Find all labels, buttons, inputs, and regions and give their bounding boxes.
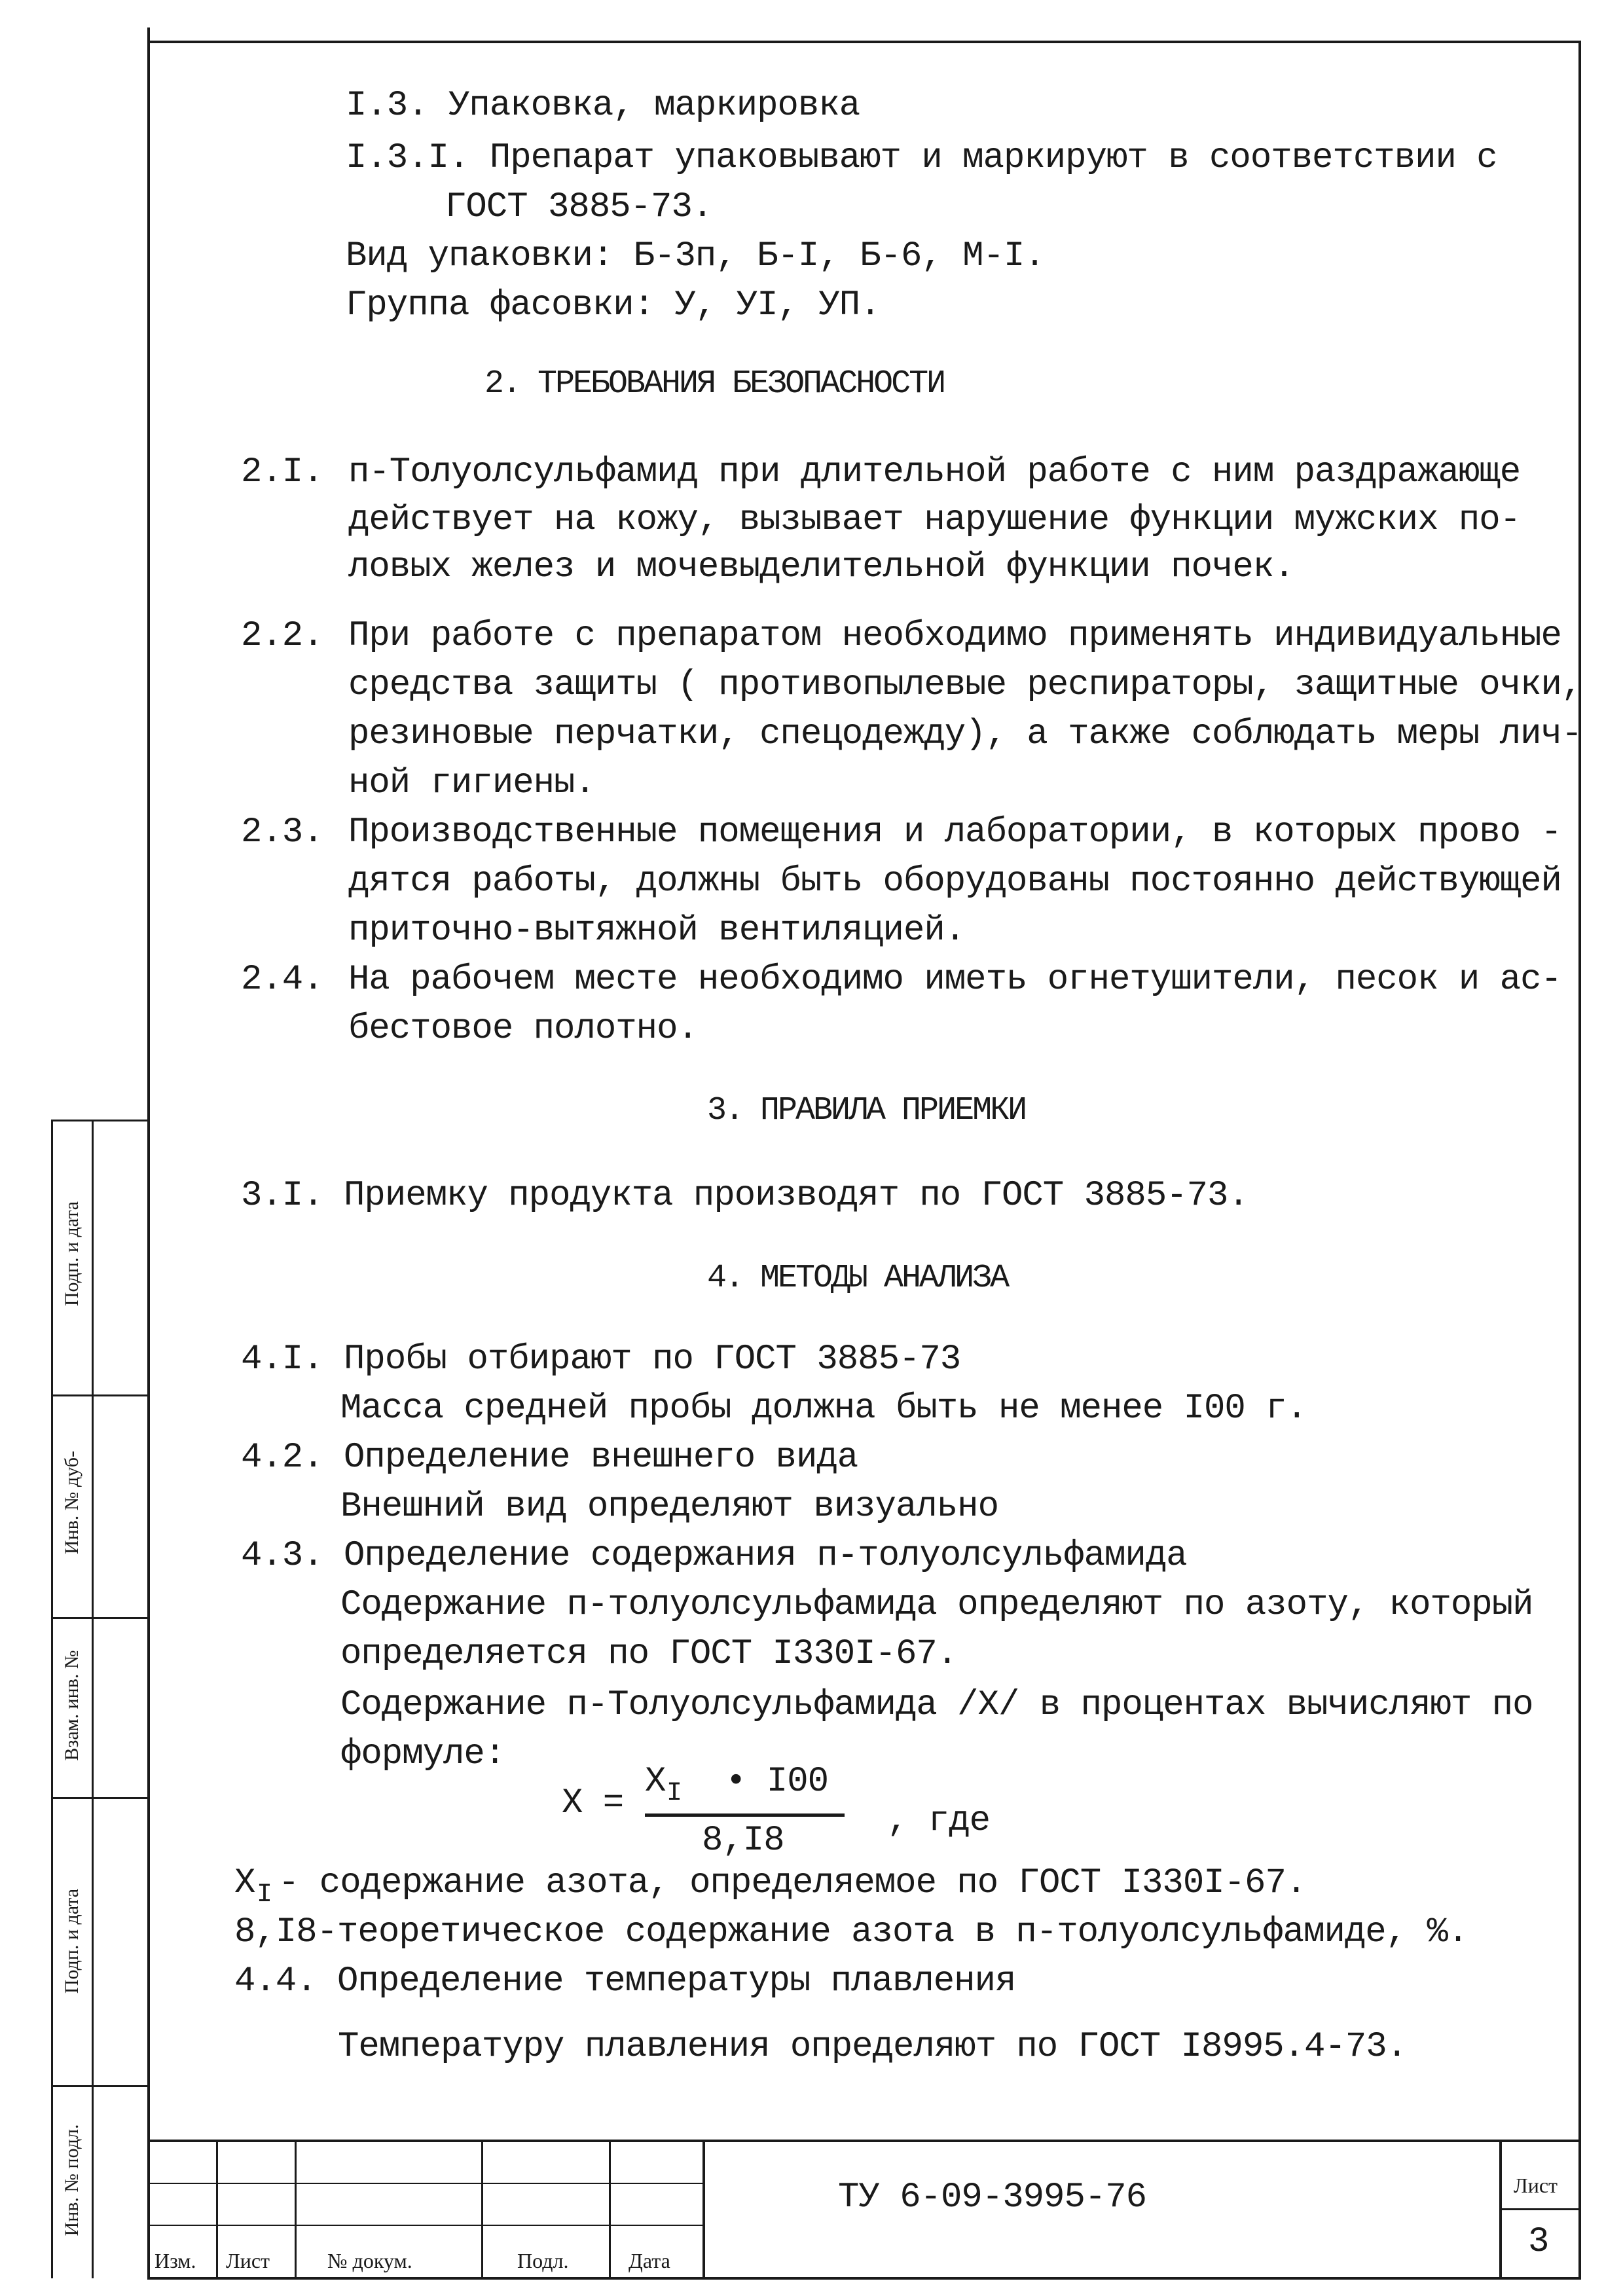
side-divider-5 — [51, 2085, 149, 2087]
stamp-col-data: Дата — [629, 2249, 670, 2272]
formula-numerator-symbol: Х — [645, 1762, 666, 1802]
para-4-1-line-a: 4.I. Пробы отбирают по ГОСТ 3885-73 — [241, 1339, 961, 1379]
packaging-type: Вид упаковки: Б-3п, Б-I, Б-6, М-I. — [346, 236, 1045, 276]
section-1-3-title: I.3. Упаковка, маркировка — [346, 86, 860, 126]
side-divider-4 — [51, 1797, 149, 1799]
para-2-3-number: 2.3. — [241, 812, 323, 852]
definition-1-subscript: I — [257, 1880, 272, 1910]
side-label-podp-data-2: Подп. и дата — [61, 1888, 82, 1994]
definition-1-symbol: Х — [234, 1863, 255, 1903]
para-4-2-line-b: Внешний вид определяют визуально — [340, 1487, 998, 1527]
para-2-3-line-c: приточно-вытяжной вентиляцией. — [348, 911, 966, 951]
stamp-col-izm: Изм. — [155, 2249, 196, 2272]
stamp-col-5 — [702, 2141, 705, 2278]
side-label-inv-podl: Инв. № подл. — [61, 2124, 82, 2236]
stamp-col-2 — [295, 2141, 297, 2278]
stamp-col-4 — [609, 2141, 611, 2278]
stamp-col-dokum: № докум. — [327, 2249, 412, 2272]
para-2-1-line-b: действует на кожу, вызывает нарушение функции мужских по- — [348, 500, 1521, 540]
side-divider-1 — [51, 1120, 149, 1121]
formula-numerator-rest: • I00 — [725, 1762, 829, 1802]
document-code: ТУ 6-09-3995-76 — [838, 2178, 1147, 2217]
para-2-4-line-b: бестовое полотно. — [348, 1009, 698, 1049]
para-2-2-line-c: резиновые перчатки, спецодежду), а также соблюдать меры лич- — [348, 714, 1582, 754]
para-4-3-line-b: Содержание п-толуолсульфамида определяют по азоту, который — [340, 1585, 1533, 1625]
side-divider-3 — [51, 1617, 149, 1619]
frame-right — [1578, 41, 1581, 2280]
frame-top — [147, 41, 1581, 43]
para-2-2-line-b: средства защиты ( противопылевые респираторы, защитные очки, — [348, 665, 1582, 705]
stamp-col-1 — [216, 2141, 218, 2278]
side-strip-left — [51, 1120, 53, 2278]
para-4-3-line-a: 4.3. Определение содержания п-толуолсульфамида — [241, 1536, 1187, 1576]
frame-left — [147, 27, 150, 2280]
stamp-row-line-2 — [149, 2225, 702, 2226]
para-2-1-line-c: ловых желез и мочевыделительной функции почек. — [348, 547, 1294, 587]
side-label-vzam-inv: Взам. инв. № — [61, 1650, 82, 1761]
stamp-col-podp: Подл. — [517, 2249, 569, 2272]
section-1-3-1-line-b: ГОСТ 3885-73. — [445, 187, 713, 227]
side-divider-2 — [51, 1394, 149, 1396]
para-2-4-number: 2.4. — [241, 960, 323, 1000]
formula-numerator-subscript: I — [666, 1779, 682, 1808]
para-2-2-number: 2.2. — [241, 616, 323, 656]
stamp-col-3 — [481, 2141, 483, 2278]
stamp-col-list: Лист — [226, 2249, 270, 2272]
para-4-3-line-c: определяется по ГОСТ I330I-67. — [340, 1634, 958, 1674]
para-4-4-line-b: Температуру плавления определяют по ГОСТ I8995.4-73. — [338, 2027, 1408, 2067]
section-1-3-1-line-a: I.3.I. Препарат упаковывают и маркируют в соответствии с — [346, 138, 1497, 178]
para-2-1-number: 2.I. — [241, 452, 323, 492]
stamp-top-line — [149, 2140, 1580, 2142]
stamp-sheet-divider — [1499, 2208, 1580, 2210]
formula-lhs: Х = — [562, 1783, 624, 1823]
packaging-group: Группа фасовки: У, УI, УП. — [346, 285, 881, 325]
para-2-2-line-d: ной гигиены. — [348, 763, 595, 803]
formula-where: , где — [887, 1801, 991, 1841]
para-4-4: 4.4. Определение температуры плавления — [234, 1961, 1016, 2001]
para-4-1-line-b: Масса средней пробы должна быть не менее I00 г. — [340, 1389, 1307, 1429]
para-2-3-line-b: дятся работы, должны быть оборудованы постоянно действующей — [348, 862, 1561, 902]
para-2-1-line-a: п-Толуолсульфамид при длительной работе с ним раздражающе — [348, 452, 1521, 492]
para-2-3-line-a: Производственные помещения и лаборатории, в которых прово - — [348, 812, 1561, 852]
formula-denominator: 8,I8 — [702, 1821, 784, 1861]
side-strip-mid — [92, 1120, 94, 2278]
stamp-row-line-1 — [149, 2183, 702, 2184]
para-3-1: 3.I. Приемку продукта производят по ГОСТ 3885-73. — [241, 1176, 1249, 1216]
definition-1-text: - содержание азота, определяемое по ГОСТ I330I-67. — [278, 1863, 1307, 1903]
heading-section-2: 2. ТРЕБОВАНИЯ БЕЗОПАСНОСТИ — [484, 365, 945, 403]
heading-section-3: 3. ПРАВИЛА ПРИЕМКИ — [707, 1092, 1026, 1129]
formula-fraction-bar — [645, 1813, 845, 1817]
heading-section-4: 4. МЕТОДЫ АНАЛИЗА — [707, 1260, 1008, 1297]
definition-2: 8,I8-теоретическое содержание азота в п-толуолсульфамиде, %. — [234, 1912, 1468, 1952]
para-4-3-line-e: формуле: — [340, 1734, 505, 1774]
sheet-label: Лист — [1514, 2174, 1558, 2197]
para-2-2-line-a: При работе с препаратом необходимо применять индивидуальные — [348, 616, 1561, 656]
para-4-2-line-a: 4.2. Определение внешнего вида — [241, 1438, 858, 1478]
para-2-4-line-a: На рабочем месте необходимо иметь огнетушители, песок и ас- — [348, 960, 1561, 1000]
para-4-3-line-d: Содержание п-Толуолсульфамида /Х/ в процентах вычисляют по — [340, 1685, 1533, 1725]
frame-bottom — [147, 2277, 1581, 2280]
side-label-podp-data-1: Подп. и дата — [61, 1201, 82, 1307]
sheet-number: 3 — [1528, 2222, 1549, 2262]
side-label-inv-dub: Инв. № дуб- — [61, 1450, 82, 1555]
